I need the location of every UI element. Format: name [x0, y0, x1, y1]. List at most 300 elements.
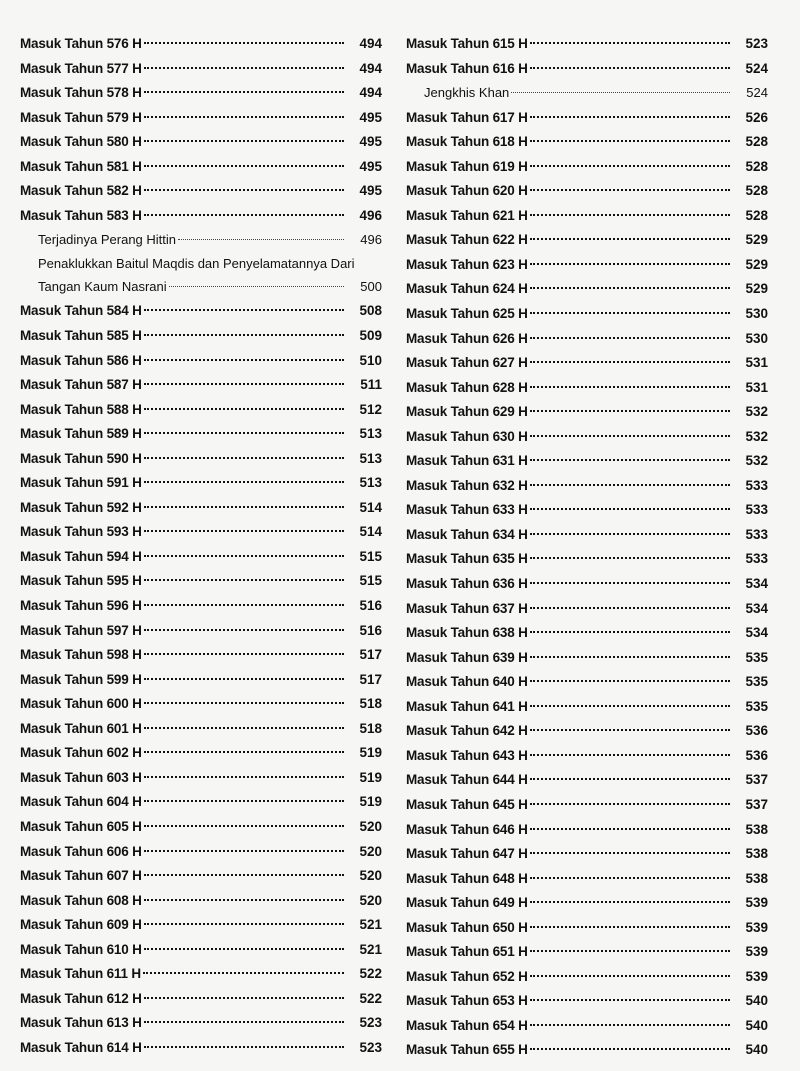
toc-page-number: 517: [359, 671, 382, 687]
toc-page-number: 532: [745, 404, 768, 420]
dot-leader: [144, 67, 344, 69]
toc-entry-title: Masuk Tahun 634 H: [406, 526, 528, 542]
toc-entry-title: Masuk Tahun 627 H: [406, 355, 528, 371]
toc-entry: [406, 474, 768, 499]
toc-page-number: 523: [359, 1039, 382, 1055]
toc-entry: [20, 57, 382, 82]
dot-leader: [144, 481, 344, 483]
toc-entry-title: Masuk Tahun 586 H: [20, 352, 142, 368]
toc-page-number: 494: [359, 60, 382, 76]
dot-leader: [530, 312, 730, 314]
toc-entry-title: Masuk Tahun 614 H: [20, 1039, 142, 1055]
toc-page-number: 495: [359, 158, 382, 174]
dot-leader: [144, 850, 344, 852]
toc-entry: [406, 867, 768, 892]
toc-entry-title: Masuk Tahun 581 H: [20, 158, 142, 174]
toc-entry-title: Masuk Tahun 587 H: [20, 377, 142, 393]
toc-page-number: 514: [359, 499, 382, 515]
toc-entry: [406, 547, 768, 572]
toc-page-number: 495: [359, 109, 382, 125]
dot-leader: [144, 874, 344, 876]
dot-leader: [144, 629, 344, 631]
toc-entry: [20, 496, 382, 521]
toc-page-number: 531: [745, 355, 768, 371]
dot-leader: [144, 579, 344, 581]
toc-entry: [406, 351, 768, 376]
toc-page-number: 515: [359, 573, 382, 589]
toc-page-number: 524: [745, 60, 768, 76]
toc-entry-title: Masuk Tahun 584 H: [20, 303, 142, 319]
toc-entry: [406, 106, 768, 131]
toc-entry-title: Masuk Tahun 583 H: [20, 207, 142, 223]
toc-page-number: 539: [745, 895, 768, 911]
toc-entry-title: Masuk Tahun 608 H: [20, 892, 142, 908]
toc-page-number: 513: [359, 426, 382, 442]
dot-leader: [144, 506, 344, 508]
dot-leader: [530, 950, 730, 952]
toc-entry-title: Masuk Tahun 642 H: [406, 723, 528, 739]
toc-entry-title: Masuk Tahun 599 H: [20, 671, 142, 687]
toc-entry-title: Masuk Tahun 652 H: [406, 968, 528, 984]
toc-entry-title: Masuk Tahun 592 H: [20, 499, 142, 515]
toc-entry: [406, 179, 768, 204]
toc-entry-title: Tangan Kaum Nasrani: [38, 278, 167, 294]
toc-entry-title: Masuk Tahun 616 H: [406, 60, 528, 76]
toc-entry: [20, 130, 382, 155]
toc-page-number: 537: [745, 772, 768, 788]
toc-page-number: 520: [359, 868, 382, 884]
toc-entry-title: Masuk Tahun 638 H: [406, 625, 528, 641]
toc-entry-title: Masuk Tahun 597 H: [20, 622, 142, 638]
toc-entry: [20, 864, 382, 889]
dot-leader: [144, 702, 344, 704]
toc-entry-title: Masuk Tahun 632 H: [406, 477, 528, 493]
toc-page-number: 540: [745, 1017, 768, 1033]
dot-leader: [144, 727, 344, 729]
toc-entry-title: Masuk Tahun 647 H: [406, 846, 528, 862]
toc-entry-title: Masuk Tahun 624 H: [406, 281, 528, 297]
dot-leader: [144, 457, 344, 459]
toc-entry-title: Masuk Tahun 602 H: [20, 745, 142, 761]
toc-page-number: 538: [745, 870, 768, 886]
toc-entry: [406, 597, 768, 622]
toc-entry: [20, 643, 382, 668]
toc-entry: [20, 1011, 382, 1036]
toc-entry: [406, 130, 768, 155]
toc-entry-title: Masuk Tahun 651 H: [406, 944, 528, 960]
toc-entry-title: Masuk Tahun 645 H: [406, 796, 528, 812]
toc-entry: [20, 545, 382, 570]
toc-page-number: 528: [745, 207, 768, 223]
toc-entry-title: Masuk Tahun 646 H: [406, 821, 528, 837]
toc-entry-title: Masuk Tahun 650 H: [406, 919, 528, 935]
toc-page-number: 516: [359, 622, 382, 638]
toc-entry: [406, 1014, 768, 1039]
toc-entry: [406, 989, 768, 1014]
dot-leader: [530, 926, 730, 928]
toc-entry-title: Masuk Tahun 595 H: [20, 573, 142, 589]
toc-entry: [406, 376, 768, 401]
dot-leader: [144, 359, 344, 361]
dot-leader: [530, 361, 730, 363]
toc-entry-title: Masuk Tahun 620 H: [406, 183, 528, 199]
toc-entry-title: Jengkhis Khan: [424, 85, 510, 101]
toc-entry-title: Masuk Tahun 625 H: [406, 306, 528, 322]
toc-subentry: [20, 253, 382, 275]
toc-entry: [406, 400, 768, 425]
toc-entry: [20, 155, 382, 180]
toc-page-number: 540: [745, 1042, 768, 1058]
toc-page-number: 540: [745, 993, 768, 1009]
toc-entry-title: Masuk Tahun 591 H: [20, 475, 142, 491]
dot-leader: [530, 607, 730, 609]
toc-subentry: [20, 275, 382, 300]
toc-entry: [406, 646, 768, 671]
toc-page-number: 520: [359, 818, 382, 834]
toc-page-number: 539: [745, 944, 768, 960]
toc-entry-title: Masuk Tahun 606 H: [20, 843, 142, 859]
dot-leader: [144, 800, 344, 802]
dot-leader: [530, 1024, 730, 1026]
toc-subentry: [406, 81, 768, 106]
toc-page-number: 495: [359, 183, 382, 199]
toc-entry: [406, 670, 768, 695]
toc-entry: [20, 692, 382, 717]
toc-page-number: 533: [745, 551, 768, 567]
dot-leader: [530, 165, 730, 167]
dot-leader: [530, 42, 730, 44]
toc-entry: [20, 889, 382, 914]
toc-entry: [406, 891, 768, 916]
dot-leader: [144, 42, 344, 44]
dot-leader: [144, 408, 344, 410]
toc-right-column: [406, 32, 768, 1063]
dot-leader: [144, 653, 344, 655]
dot-leader: [144, 923, 344, 925]
toc-page-number: 519: [359, 745, 382, 761]
toc-page-number: 519: [359, 794, 382, 810]
toc-page-number: 529: [745, 232, 768, 248]
toc-page-number: 513: [359, 450, 382, 466]
toc-entry-title: Masuk Tahun 623 H: [406, 256, 528, 272]
toc-entry: [406, 327, 768, 352]
toc-page-number: 539: [745, 968, 768, 984]
dot-leader: [144, 678, 344, 680]
toc-page-number: 537: [745, 796, 768, 812]
toc-entry: [20, 938, 382, 963]
toc-entry: [20, 815, 382, 840]
toc-entry-title: Masuk Tahun 617 H: [406, 109, 528, 125]
dot-leader: [530, 435, 730, 437]
dot-leader: [144, 825, 344, 827]
toc-entry-title: Masuk Tahun 578 H: [20, 85, 142, 101]
toc-page-number: 522: [359, 966, 382, 982]
dot-leader: [530, 263, 730, 265]
toc-entry: [20, 741, 382, 766]
toc-page-number: 532: [745, 453, 768, 469]
toc-page-number: 535: [745, 674, 768, 690]
dot-leader: [144, 899, 344, 901]
dot-leader: [530, 67, 730, 69]
toc-page-number: 526: [745, 109, 768, 125]
toc-entry-title: Masuk Tahun 610 H: [20, 941, 142, 957]
dot-leader: [144, 530, 344, 532]
toc-entry: [20, 447, 382, 472]
toc-entry: [20, 717, 382, 742]
toc-page-number: 515: [359, 548, 382, 564]
toc-page-number: 516: [359, 598, 382, 614]
toc-page-number: 528: [745, 134, 768, 150]
dot-leader: [530, 680, 730, 682]
dot-leader: [530, 803, 730, 805]
toc-entry-title: Masuk Tahun 629 H: [406, 404, 528, 420]
toc-page-number: 496: [360, 232, 382, 248]
toc-entry: [20, 619, 382, 644]
dot-leader: [144, 116, 344, 118]
toc-entry-title: Masuk Tahun 648 H: [406, 870, 528, 886]
toc-entry-title: Masuk Tahun 613 H: [20, 1015, 142, 1031]
toc-entry-title: Masuk Tahun 590 H: [20, 450, 142, 466]
toc-entry-title: Masuk Tahun 626 H: [406, 330, 528, 346]
toc-entry: [20, 299, 382, 324]
dot-leader: [530, 508, 730, 510]
toc-entry-title: Masuk Tahun 604 H: [20, 794, 142, 810]
dot-leader: [530, 287, 730, 289]
toc-page-number: 529: [745, 281, 768, 297]
toc-entry: [406, 32, 768, 57]
dot-leader: [144, 1046, 344, 1048]
toc-page-number: 522: [359, 990, 382, 1006]
toc-entry-title: Masuk Tahun 619 H: [406, 158, 528, 174]
dot-leader: [530, 828, 730, 830]
toc-entry-title: Masuk Tahun 641 H: [406, 698, 528, 714]
toc-entry-title: Masuk Tahun 633 H: [406, 502, 528, 518]
toc-left-column: [20, 32, 382, 1060]
toc-page-number: 500: [360, 278, 382, 294]
dot-leader: [530, 386, 730, 388]
toc-entry-title: Masuk Tahun 653 H: [406, 993, 528, 1009]
toc-entry: [20, 324, 382, 349]
toc-entry: [406, 277, 768, 302]
toc-entry-title: Masuk Tahun 654 H: [406, 1017, 528, 1033]
toc-entry: [20, 987, 382, 1012]
toc-entry-title: Masuk Tahun 628 H: [406, 379, 528, 395]
dot-leader: [144, 997, 344, 999]
toc-page-number: 494: [359, 36, 382, 51]
toc-entry: [20, 179, 382, 204]
dot-leader: [530, 533, 730, 535]
dot-leader: [144, 383, 344, 385]
dot-leader: [530, 975, 730, 977]
dot-leader: [178, 239, 344, 240]
toc-entry-title: Masuk Tahun 618 H: [406, 134, 528, 150]
toc-page-number: 535: [745, 698, 768, 714]
toc-entry-title: Masuk Tahun 605 H: [20, 818, 142, 834]
toc-entry-title: Masuk Tahun 621 H: [406, 207, 528, 223]
dot-leader: [169, 286, 344, 287]
toc-page-number: 530: [745, 330, 768, 346]
toc-entry: [20, 520, 382, 545]
dot-leader: [511, 92, 730, 93]
toc-entry: [20, 32, 382, 57]
dot-leader: [530, 484, 730, 486]
toc-entry: [20, 766, 382, 791]
dot-leader: [530, 999, 730, 1001]
toc-entry-title: Masuk Tahun 609 H: [20, 917, 142, 933]
toc-entry: [406, 940, 768, 965]
toc-entry-title: Masuk Tahun 580 H: [20, 134, 142, 150]
toc-page-number: 514: [359, 524, 382, 540]
dot-leader: [144, 165, 344, 167]
toc-entry-title: Masuk Tahun 596 H: [20, 598, 142, 614]
toc-entry: [20, 471, 382, 496]
toc-entry-title: Masuk Tahun 579 H: [20, 109, 142, 125]
toc-entry: [406, 621, 768, 646]
toc-entry: [406, 842, 768, 867]
dot-leader: [530, 557, 730, 559]
toc-entry: [406, 744, 768, 769]
toc-entry-title: Masuk Tahun 637 H: [406, 600, 528, 616]
toc-entry-title: Masuk Tahun 639 H: [406, 649, 528, 665]
dot-leader: [144, 948, 344, 950]
dot-leader: [144, 189, 344, 191]
toc-entry: [406, 793, 768, 818]
toc-entry: [20, 790, 382, 815]
toc-entry-title: Masuk Tahun 607 H: [20, 868, 142, 884]
toc-entry: [406, 768, 768, 793]
toc-page-number: 535: [745, 649, 768, 665]
toc-subentry: [20, 228, 382, 253]
toc-page-number: 494: [359, 85, 382, 101]
toc-page-number: 510: [359, 352, 382, 368]
dot-leader: [144, 751, 344, 753]
toc-page-number: 539: [745, 919, 768, 935]
toc-entry: [406, 155, 768, 180]
toc-entry-title: Masuk Tahun 576 H: [20, 36, 142, 51]
toc-page-number: 508: [359, 303, 382, 319]
toc-page-number: 536: [745, 723, 768, 739]
toc-entry: [406, 204, 768, 229]
toc-entry-title: Masuk Tahun 611 H: [20, 966, 141, 982]
toc-page-number: 517: [359, 647, 382, 663]
toc-page-number: 528: [745, 183, 768, 199]
toc-entry: [406, 449, 768, 474]
toc-page-number: 523: [359, 1015, 382, 1031]
toc-entry-title: Masuk Tahun 612 H: [20, 990, 142, 1006]
toc-entry: [20, 1036, 382, 1061]
toc-entry-title: Masuk Tahun 589 H: [20, 426, 142, 442]
toc-page-number: 511: [360, 377, 382, 393]
toc-page-number: 496: [359, 207, 382, 223]
toc-entry: [406, 253, 768, 278]
toc-page-number: 495: [359, 134, 382, 150]
toc-entry: [20, 594, 382, 619]
toc-entry-title: Masuk Tahun 603 H: [20, 769, 142, 785]
toc-entry: [20, 373, 382, 398]
dot-leader: [530, 656, 730, 658]
toc-entry: [20, 840, 382, 865]
toc-entry: [20, 569, 382, 594]
toc-entry: [20, 668, 382, 693]
toc-entry-title: Masuk Tahun 643 H: [406, 747, 528, 763]
toc-entry-title: Terjadinya Perang Hittin: [38, 232, 177, 248]
toc-entry-title: Masuk Tahun 636 H: [406, 576, 528, 592]
dot-leader: [530, 116, 730, 118]
dot-leader: [144, 1021, 344, 1023]
toc-page-number: 534: [745, 576, 768, 592]
toc-page-number: 529: [745, 256, 768, 272]
toc-entry-title: Masuk Tahun 615 H: [406, 36, 528, 51]
toc-entry-title: Masuk Tahun 631 H: [406, 453, 528, 469]
toc-entry-title: Masuk Tahun 655 H: [406, 1042, 528, 1058]
toc-page-number: 518: [359, 696, 382, 712]
toc-page-number: 520: [359, 892, 382, 908]
toc-entry-title: Masuk Tahun 601 H: [20, 720, 142, 736]
toc-entry-title: Masuk Tahun 640 H: [406, 674, 528, 690]
toc-entry-title: Masuk Tahun 630 H: [406, 428, 528, 444]
toc-entry: [20, 349, 382, 374]
toc-page-number: 534: [745, 625, 768, 641]
dot-leader: [530, 410, 730, 412]
toc-entry: [20, 422, 382, 447]
dot-leader: [144, 309, 344, 311]
toc-page-number: 528: [745, 158, 768, 174]
toc-entry: [406, 916, 768, 941]
toc-page-number: 536: [745, 747, 768, 763]
toc-entry: [406, 572, 768, 597]
toc-page-number: 509: [359, 328, 382, 344]
toc-entry: [406, 425, 768, 450]
toc-page-number: 533: [745, 477, 768, 493]
dot-leader: [530, 754, 730, 756]
dot-leader: [530, 901, 730, 903]
toc-entry: [20, 204, 382, 229]
toc-page-number: 520: [359, 843, 382, 859]
toc-entry-title: Masuk Tahun 593 H: [20, 524, 142, 540]
dot-leader: [530, 140, 730, 142]
toc-page-number: 532: [745, 428, 768, 444]
dot-leader: [530, 1048, 730, 1050]
dot-leader: [144, 334, 344, 336]
toc-entry: [406, 719, 768, 744]
dot-leader: [530, 459, 730, 461]
toc-page-number: 518: [359, 720, 382, 736]
dot-leader: [530, 852, 730, 854]
toc-entry: [406, 1038, 768, 1063]
toc-page-number: 538: [745, 821, 768, 837]
dot-leader: [530, 337, 730, 339]
dot-leader: [530, 778, 730, 780]
toc-entry: [20, 398, 382, 423]
dot-leader: [144, 555, 344, 557]
toc-page-number: 521: [359, 941, 382, 957]
toc-entry: [406, 302, 768, 327]
toc-entry: [406, 228, 768, 253]
toc-page-number: 523: [745, 36, 768, 51]
toc-entry: [406, 965, 768, 990]
dot-leader: [144, 214, 344, 216]
dot-leader: [530, 877, 730, 879]
toc-entry: [406, 818, 768, 843]
toc-page-number: 524: [746, 85, 768, 101]
toc-entry: [20, 962, 382, 987]
toc-entry: [20, 106, 382, 131]
toc-page-number: 521: [359, 917, 382, 933]
toc-page-number: 534: [745, 600, 768, 616]
toc-page-number: 519: [359, 769, 382, 785]
toc-entry-title: Masuk Tahun 582 H: [20, 183, 142, 199]
dot-leader: [530, 214, 730, 216]
